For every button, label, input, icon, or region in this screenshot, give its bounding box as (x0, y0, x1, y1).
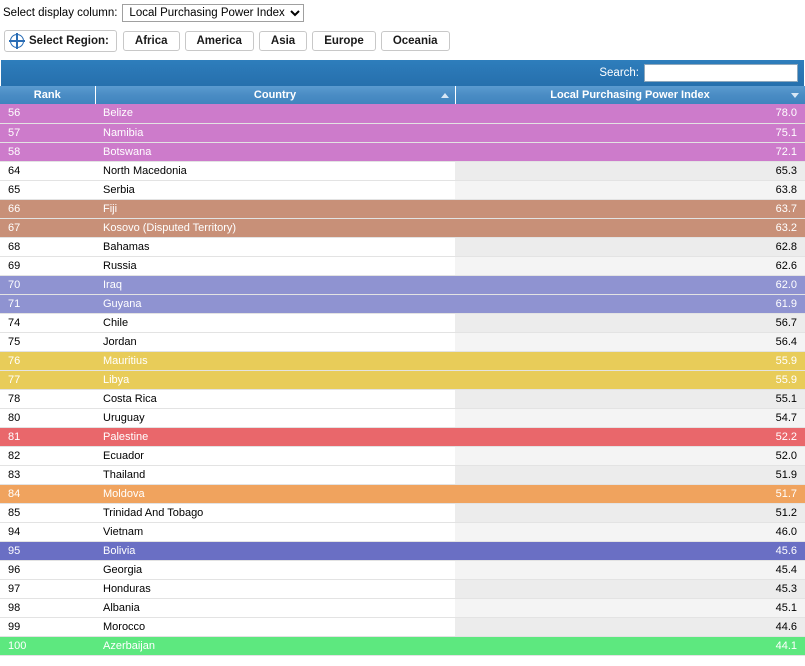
table-header (0, 86, 805, 104)
cell-value: 54.7 (455, 408, 805, 427)
region-label-badge (4, 30, 117, 52)
cell-value: 45.3 (455, 579, 805, 598)
cell-rank: 85 (0, 503, 95, 522)
cell-value: 62.8 (455, 237, 805, 256)
table-row[interactable] (0, 180, 805, 199)
table-row[interactable] (0, 123, 805, 142)
cell-country: Jordan (95, 332, 455, 351)
sort-ascending-icon (441, 93, 449, 98)
cell-rank: 76 (0, 351, 95, 370)
cell-value: 55.9 (455, 351, 805, 370)
cell-rank: 75 (0, 332, 95, 351)
cell-rank: 77 (0, 370, 95, 389)
cell-country: Guyana (95, 294, 455, 313)
cell-value: 72.1 (455, 142, 805, 161)
cell-value: 45.4 (455, 560, 805, 579)
cell-country: Trinidad And Tobago (95, 503, 455, 522)
cell-country: Botswana (95, 142, 455, 161)
sort-descending-icon (791, 93, 799, 98)
column-header-rank[interactable] (0, 86, 95, 104)
cell-value: 44.1 (455, 636, 805, 655)
cell-country: Vietnam (95, 522, 455, 541)
cell-country: Azerbaijan (95, 636, 455, 655)
table-row[interactable] (0, 294, 805, 313)
cell-value: 52.2 (455, 427, 805, 446)
cell-country: Namibia (95, 123, 455, 142)
cell-country: Morocco (95, 617, 455, 636)
display-column-label: Select display column: (3, 7, 118, 19)
region-label: Select Region: (29, 35, 109, 47)
table-row[interactable] (0, 465, 805, 484)
table-row[interactable] (0, 636, 805, 655)
cell-country: Honduras (95, 579, 455, 598)
cell-country: Libya (95, 370, 455, 389)
cell-value: 46.0 (455, 522, 805, 541)
cell-value: 51.2 (455, 503, 805, 522)
cell-country: Bolivia (95, 541, 455, 560)
cell-country: Serbia (95, 180, 455, 199)
search-input[interactable] (644, 64, 798, 82)
cell-country: North Macedonia (95, 161, 455, 180)
table-row[interactable] (0, 199, 805, 218)
cell-rank: 78 (0, 389, 95, 408)
cell-country: Uruguay (95, 408, 455, 427)
cell-rank: 68 (0, 237, 95, 256)
cell-rank: 67 (0, 218, 95, 237)
cell-country: Georgia (95, 560, 455, 579)
table-row[interactable] (0, 313, 805, 332)
cell-rank: 69 (0, 256, 95, 275)
table-row[interactable] (0, 598, 805, 617)
cell-value: 51.9 (455, 465, 805, 484)
table-row[interactable] (0, 351, 805, 370)
table-row[interactable] (0, 161, 805, 180)
table-row[interactable] (0, 256, 805, 275)
cell-value: 51.7 (455, 484, 805, 503)
cell-value: 78.0 (455, 104, 805, 123)
cell-country: Iraq (95, 275, 455, 294)
table-row[interactable] (0, 218, 805, 237)
cell-value: 45.1 (455, 598, 805, 617)
search-bar (1, 60, 804, 86)
table-row[interactable] (0, 237, 805, 256)
cell-country: Costa Rica (95, 389, 455, 408)
cell-country: Kosovo (Disputed Territory) (95, 218, 455, 237)
cell-value: 45.6 (455, 541, 805, 560)
cell-country: Russia (95, 256, 455, 275)
cell-value: 63.2 (455, 218, 805, 237)
table-body (0, 104, 805, 655)
column-header-country-label: Country (253, 89, 297, 101)
region-button-asia[interactable]: Asia (259, 31, 307, 51)
table-row[interactable] (0, 541, 805, 560)
cell-rank: 58 (0, 142, 95, 161)
table-row[interactable] (0, 389, 805, 408)
column-header-rank-label: Rank (33, 89, 61, 101)
cell-rank: 74 (0, 313, 95, 332)
cell-value: 56.4 (455, 332, 805, 351)
table-header-row (0, 86, 805, 104)
table-row[interactable] (0, 370, 805, 389)
table-row[interactable] (0, 484, 805, 503)
cell-rank: 84 (0, 484, 95, 503)
display-column-toolbar (0, 0, 805, 23)
cell-rank: 82 (0, 446, 95, 465)
cell-country: Bahamas (95, 237, 455, 256)
cell-rank: 66 (0, 199, 95, 218)
cell-value: 56.7 (455, 313, 805, 332)
cell-rank: 71 (0, 294, 95, 313)
cell-country: Mauritius (95, 351, 455, 370)
table-row[interactable] (0, 617, 805, 636)
column-header-value[interactable] (455, 86, 805, 104)
cell-value: 65.3 (455, 161, 805, 180)
cell-country: Albania (95, 598, 455, 617)
table-row[interactable] (0, 522, 805, 541)
region-button-africa[interactable]: Africa (123, 31, 180, 51)
cell-value: 62.0 (455, 275, 805, 294)
table-row[interactable] (0, 446, 805, 465)
cell-value: 62.6 (455, 256, 805, 275)
table-row[interactable] (0, 427, 805, 446)
cell-rank: 94 (0, 522, 95, 541)
cell-country: Ecuador (95, 446, 455, 465)
cell-rank: 97 (0, 579, 95, 598)
data-table (0, 86, 805, 656)
table-row[interactable] (0, 104, 805, 123)
cell-value: 55.9 (455, 370, 805, 389)
cell-rank: 95 (0, 541, 95, 560)
cell-rank: 96 (0, 560, 95, 579)
cell-value: 61.9 (455, 294, 805, 313)
region-button-oceania[interactable]: Oceania (381, 31, 450, 51)
globe-icon (10, 34, 24, 48)
cell-country: Belize (95, 104, 455, 123)
cell-country: Palestine (95, 427, 455, 446)
cell-rank: 83 (0, 465, 95, 484)
column-header-value-label: Local Purchasing Power Index (550, 89, 710, 101)
cell-value: 75.1 (455, 123, 805, 142)
cell-rank: 80 (0, 408, 95, 427)
display-column-select[interactable] (122, 4, 304, 22)
cell-country: Thailand (95, 465, 455, 484)
table-row[interactable] (0, 142, 805, 161)
table-row[interactable] (0, 275, 805, 294)
cell-value: 55.1 (455, 389, 805, 408)
region-selector (0, 29, 805, 53)
search-label: Search: (599, 67, 639, 79)
table-row[interactable] (0, 408, 805, 427)
table-row[interactable] (0, 332, 805, 351)
cell-rank: 99 (0, 617, 95, 636)
cell-rank: 70 (0, 275, 95, 294)
cell-rank: 56 (0, 104, 95, 123)
cell-rank: 98 (0, 598, 95, 617)
cell-value: 63.8 (455, 180, 805, 199)
cell-country: Moldova (95, 484, 455, 503)
cell-country: Fiji (95, 199, 455, 218)
cell-rank: 100 (0, 636, 95, 655)
cell-value: 44.6 (455, 617, 805, 636)
cell-value: 52.0 (455, 446, 805, 465)
cell-rank: 64 (0, 161, 95, 180)
cell-country: Chile (95, 313, 455, 332)
region-button-europe[interactable]: Europe (312, 31, 376, 51)
table-row[interactable] (0, 560, 805, 579)
region-button-america[interactable]: America (185, 31, 254, 51)
column-header-country[interactable] (95, 86, 455, 104)
cell-value: 63.7 (455, 199, 805, 218)
cell-rank: 81 (0, 427, 95, 446)
table-row[interactable] (0, 579, 805, 598)
cell-rank: 65 (0, 180, 95, 199)
table-row[interactable] (0, 503, 805, 522)
cell-rank: 57 (0, 123, 95, 142)
